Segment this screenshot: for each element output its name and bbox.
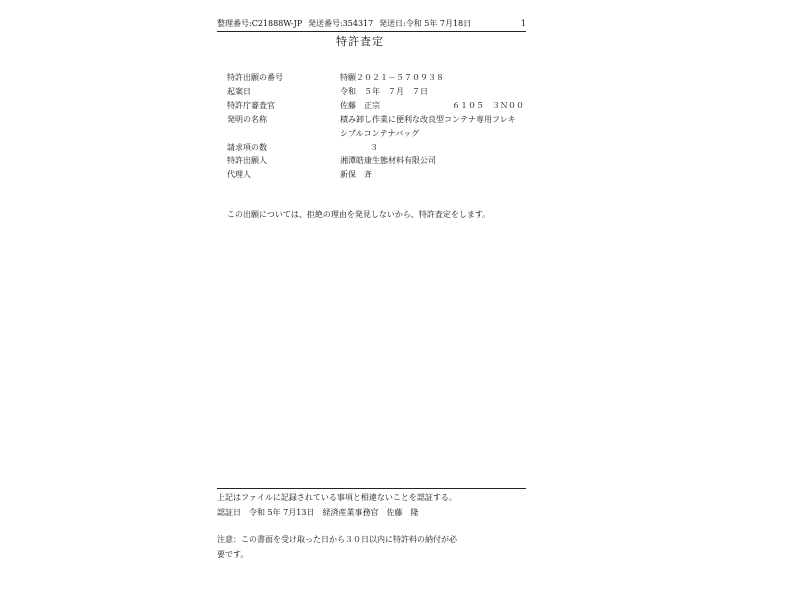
payment-note-line1: 注意：この書面を受け取った日から３０日以内に特許料の納付が必	[217, 535, 457, 544]
field-value-examiner-code: ６１０５ ３Ｎ００	[452, 101, 524, 110]
footer-divider	[217, 488, 526, 489]
field-label-claims-count: 請求項の数	[227, 143, 267, 152]
field-label-applicant: 特許出願人	[227, 156, 267, 165]
reference-number: 整理番号:C21888W-JP	[217, 19, 303, 28]
certification-text: 上記はファイルに記録されている事項と相違ないことを認証する。	[217, 493, 457, 502]
field-label-examiner: 特許庁審査官	[227, 101, 275, 110]
field-value-applicant: 湘潭皓康生態材料有限公司	[340, 156, 436, 165]
field-label-draft-date: 起案日	[227, 87, 251, 96]
field-value-examiner: 佐藤 正宗	[340, 101, 380, 110]
field-value-application-number: 特願２０２１－５７０９３８	[340, 73, 444, 82]
payment-note-line2: 要です。	[217, 550, 249, 559]
field-value-invention-title: 積み卸し作業に便利な改良型コンテナ専用フレキ	[340, 115, 516, 124]
field-label-agent: 代理人	[227, 170, 251, 179]
certification-date: 認証日 令和 5年 7月13日 経済産業事務官 佐藤 隆	[217, 508, 419, 517]
field-value-agent: 新保 斉	[340, 170, 372, 179]
field-label-application-number: 特許出願の番号	[227, 73, 283, 82]
decision-statement: この出願については、拒絶の理由を発見しないから、特許査定をします。	[227, 210, 491, 219]
field-value-claims-count: ３	[370, 143, 378, 152]
field-value-draft-date: 令和 ５年 ７月 ７日	[340, 87, 428, 96]
dispatch-date: 発送日:令和 5年 7月18日	[379, 19, 472, 28]
document-title: 特許査定	[336, 35, 384, 48]
page-number: 1	[521, 19, 527, 28]
field-label-invention-title: 発明の名称	[227, 115, 267, 124]
field-value-invention-title-cont: シブルコンテナバッグ	[340, 129, 420, 138]
header-divider	[217, 31, 526, 32]
dispatch-number: 発送番号:354317	[308, 19, 374, 28]
